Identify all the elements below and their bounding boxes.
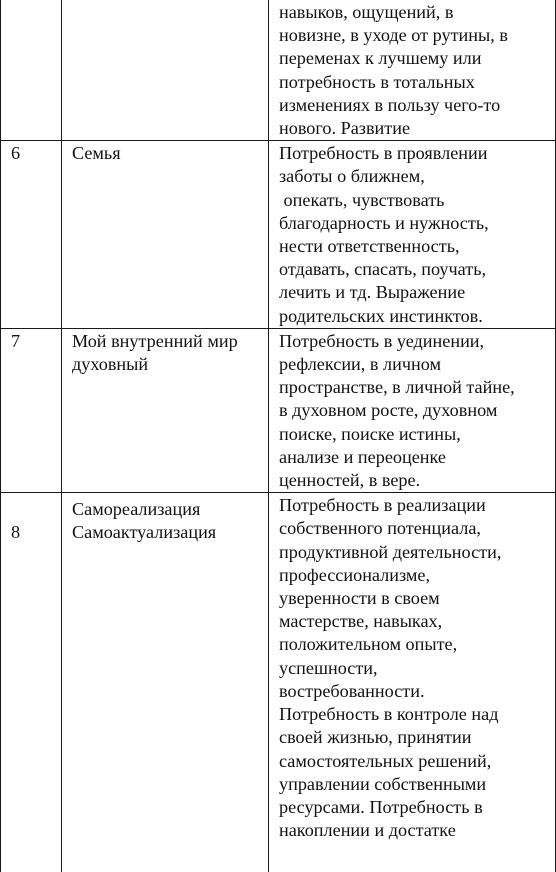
description-line: накоплении и достатке <box>279 820 456 841</box>
table-row <box>1 493 556 872</box>
row-name-line: Мой внутренний мир <box>72 330 238 351</box>
description-line: продуктивной деятельности, <box>279 541 502 562</box>
row-number: 8 <box>11 522 21 543</box>
description-line: лечить и тд. Выражение <box>279 282 466 303</box>
table-row <box>1 141 556 329</box>
description-line: ресурсами. Потребность в <box>279 796 483 817</box>
row-name-line: духовный <box>72 354 149 375</box>
row-name-line: Самоактуализация <box>72 522 217 543</box>
description-line: Потребность в проявлении <box>279 143 488 164</box>
description-line: переменах к лучшему или <box>279 48 482 69</box>
description-line: отдавать, спасать, поучать, <box>279 259 487 280</box>
row-name-line: Самореализация <box>72 499 201 520</box>
row-name-cell <box>62 0 269 141</box>
row-name-cell <box>62 328 269 492</box>
row-number-cell <box>1 328 62 492</box>
row-number: 6 <box>11 143 21 164</box>
description-line: благодарность и нужность, <box>279 212 489 233</box>
row-number-cell <box>1 493 62 872</box>
description-line: в духовном росте, духовном <box>279 400 498 421</box>
row-number-cell <box>1 141 62 329</box>
description-line: нового. Развитие <box>279 118 411 139</box>
description-line: собственного потенциала, <box>279 518 481 539</box>
description-line: потребность в тотальных <box>279 71 475 92</box>
description-line: изменениях в пользу чего-то <box>279 94 501 115</box>
description-line: пространстве, в личной тайне, <box>279 377 515 398</box>
description-line: родительских инстинктов. <box>279 305 483 326</box>
row-name-cell <box>62 141 269 329</box>
row-description-cell <box>269 493 556 872</box>
description-line: опекать, чувствовать <box>279 189 445 210</box>
description-line: Потребность в уединении, <box>279 330 485 351</box>
description-line: ценностей, в вере. <box>279 470 421 491</box>
description-line: Потребность в контроле над <box>279 704 499 725</box>
description-line: востребованности. <box>279 680 425 701</box>
description-line: рефлексии, в личном <box>279 354 441 375</box>
row-description-cell <box>269 141 556 329</box>
description-line: положительном опыте, <box>279 634 458 655</box>
description-line: нести ответственность, <box>279 236 460 257</box>
description-line: профессионализме, <box>279 564 431 585</box>
description-line: мастерстве, навыках, <box>279 611 443 632</box>
description-line: новизне, в уходе от рутины, в <box>279 25 508 46</box>
row-number: 7 <box>11 330 21 351</box>
row-description-cell <box>269 0 556 141</box>
description-line: успешности, <box>279 657 378 678</box>
description-line: навыков, ощущений, в <box>279 2 454 22</box>
row-number-cell <box>1 0 62 141</box>
description-line: поиске, поиске истины, <box>279 423 461 444</box>
row-name-cell <box>62 493 269 872</box>
description-line: уверенности в своем <box>279 588 440 609</box>
description-line: управлении собственными <box>279 773 487 794</box>
description-line: Потребность в реализации <box>279 495 486 516</box>
description-line: анализе и переоценке <box>279 446 446 467</box>
description-line: заботы о ближнем, <box>279 166 425 187</box>
row-name-line: Семья <box>72 143 121 164</box>
description-line: своей жизнью, принятии <box>279 727 472 748</box>
table-row <box>1 328 556 492</box>
row-description-cell <box>269 328 556 492</box>
table-row <box>1 0 556 141</box>
description-line: самостоятельных решений, <box>279 750 492 771</box>
